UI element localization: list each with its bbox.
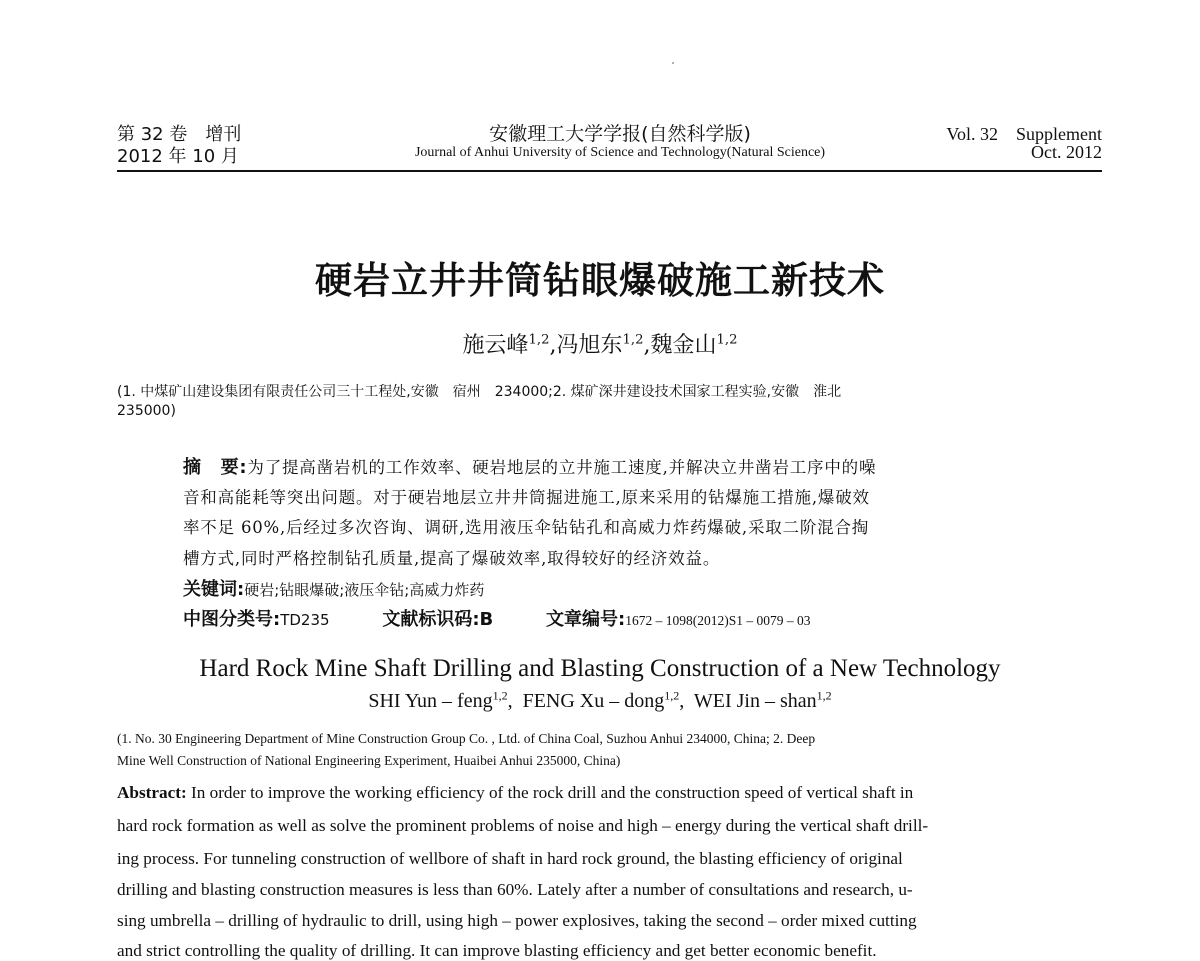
affiliation-zh-line: 235000)	[117, 403, 176, 419]
volume-issue-zh: 第 32 卷 增刊	[117, 124, 242, 145]
keywords-zh-value: 硬岩;钻眼爆破;液压伞钻;高威力炸药	[244, 581, 485, 599]
paper-title-zh: 硬岩立井井筒钻眼爆破施工新技术	[315, 258, 885, 302]
author-name: 施云峰	[462, 333, 529, 358]
abstract-en-text: In order to improve the working efficiency of the rock drill and the construction speed of vertical shaft in	[186, 783, 914, 802]
article-number-value: 1672 – 1098(2012)S1 – 0079 – 03	[625, 613, 811, 628]
abstract-zh-line: 槽方式,同时严格控制钻孔质量,提高了爆破效率,取得较好的经济效益。	[183, 549, 721, 568]
article-number-label: 文章编号:	[546, 609, 626, 630]
clc-value: TD235	[280, 611, 330, 629]
abstract-en-line	[117, 783, 913, 803]
keywords-zh	[183, 575, 484, 601]
abstract-en-line: ing process. For tunneling construction of wellbore of shaft in hard rock ground, the blasting efficiency of original	[117, 849, 903, 868]
abstract-zh-line: 率不足 60%,后经过多次咨询、调研,选用液压伞钻钻孔和高威力炸药爆破,采取二阶混合掏	[183, 518, 870, 537]
author-name: 冯旭东	[556, 333, 623, 358]
affiliation-zh-line: (1. 中煤矿山建设集团有限责任公司三十工程处,安徽 宿州 234000;2. 煤矿深井建设技术国家工程实验,安徽 淮北	[117, 384, 842, 400]
abstract-en-line: sing umbrella – drilling of hydraulic to drill, using high – power explosives, taking the second – order mixed cutting	[117, 911, 917, 930]
author-affiliation-mark: 1,2	[622, 332, 644, 348]
author-affiliation-mark: 1,2	[664, 688, 680, 703]
document-code-label: 文献标识码:	[382, 609, 480, 630]
scan-speck	[672, 62, 674, 64]
abstract-zh-label: 摘 要:	[183, 457, 248, 478]
authors-en: SHI Yun – feng$^{1,2}$, FENG Xu – dong$^{1,2}$, WEI Jin – shan$^{1,2}$	[368, 688, 832, 712]
author-name: 魏金山	[650, 333, 717, 358]
journal-name-zh: 安徽理工大学学报(自然科学版)	[489, 123, 751, 145]
clc-label: 中图分类号:	[183, 609, 281, 630]
abstract-zh-line: 音和高能耗等突出问题。对于硬岩地层立井井筒掘进施工,原来采用的钻爆施工措施,爆破效	[183, 488, 870, 507]
document-code-value: B	[479, 609, 494, 630]
classification-line	[183, 605, 811, 631]
abstract-en-line: drilling and blasting construction measures is less than 60%. Lately after a number of consultations and research, u-	[117, 880, 913, 899]
abstract-en-line: hard rock formation as well as solve the prominent problems of noise and high – energy during the vertical shaft drill-	[117, 816, 929, 835]
abstract-zh-text: 为了提高凿岩机的工作效率、硬岩地层的立井施工速度,并解决立井凿岩工序中的噪	[247, 458, 877, 477]
author-affiliation-mark: 1,2	[716, 332, 738, 348]
author-name-en: WEI Jin – shan	[693, 690, 817, 712]
abstract-zh-line	[183, 453, 876, 479]
affiliation-en-line: Mine Well Construction of National Engineering Experiment, Huaibei Anhui 235000, China)	[117, 753, 621, 768]
date-zh: 2012 年 10 月	[117, 146, 239, 167]
affiliation-en-line: (1. No. 30 Engineering Department of Mine Construction Group Co. , Ltd. of China Coal, Suzhou Anhui 234000, China; 2. Deep	[117, 731, 816, 746]
volume-issue-en: Vol. 32 Supplement	[946, 124, 1102, 144]
author-name-en: SHI Yun – feng	[368, 690, 493, 712]
keywords-zh-label: 关键词:	[183, 579, 245, 600]
journal-name-en: Journal of Anhui University of Science and Technology(Natural Science)	[414, 145, 826, 160]
author-affiliation-mark: 1,2	[528, 332, 550, 348]
author-affiliation-mark: 1,2	[492, 688, 508, 703]
header-rule	[117, 170, 1102, 172]
authors-zh: 施云峰$^{1,2}$,冯旭东$^{1,2}$,魏金山$^{1,2}$	[462, 332, 738, 358]
date-en: Oct. 2012	[1031, 142, 1102, 162]
abstract-en-line: and strict controlling the quality of drilling. It can improve blasting efficiency and get better economic benefit.	[117, 941, 877, 960]
abstract-en-label: Abstract:	[117, 783, 187, 802]
paper-title-en: Hard Rock Mine Shaft Drilling and Blasting Construction of a New Technology	[199, 655, 1001, 682]
author-affiliation-mark: 1,2	[816, 688, 832, 703]
author-name-en: FENG Xu – dong	[522, 690, 665, 712]
